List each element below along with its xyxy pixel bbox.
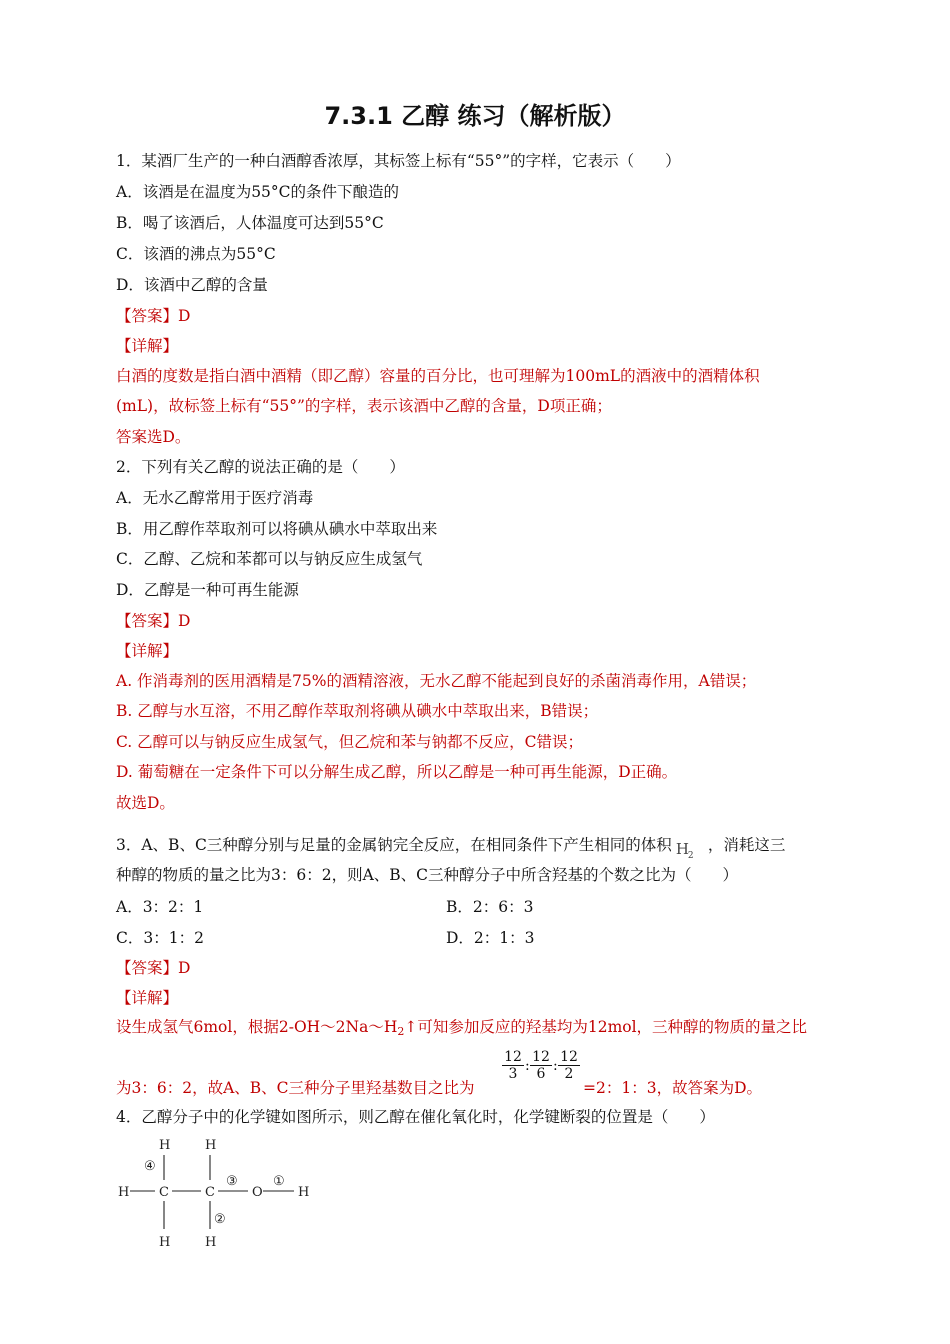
q2-explanation-line: A. 作消毒剂的医用酒精是75%的酒精溶液，无水乙醇不能起到良好的杀菌消毒作用，A错误； xyxy=(116,672,757,690)
q1-option-a: A．该酒是在温度为55°C的条件下酿造的 xyxy=(116,183,400,201)
answer-value: D xyxy=(178,307,191,325)
atom-c: C xyxy=(159,1185,169,1200)
bond-label-1: ① xyxy=(273,1174,285,1189)
ethanol-structure-diagram xyxy=(110,1132,330,1258)
fraction-numerator: 12 xyxy=(558,1049,580,1066)
q1-detail-label: 【详解】 xyxy=(116,337,179,355)
q1-explanation-line: 答案选D。 xyxy=(116,428,191,446)
q1-explanation-line: 白酒的度数是指白酒中酒精（即乙醇）容量的百分比，也可理解为100mL的酒液中的酒精体积 xyxy=(116,367,760,385)
h2-subscript: 2 xyxy=(687,851,694,861)
q3-explanation-line xyxy=(116,1016,807,1043)
q3-exp-text: ↑可知参加反应的羟基均为12mol，三种醇的物质的量之比 xyxy=(404,1018,808,1036)
bond-label-2: ② xyxy=(214,1212,226,1227)
atom-h: H xyxy=(118,1185,130,1200)
answer-label: 【答案】 xyxy=(116,959,179,977)
q3-answer xyxy=(116,957,190,979)
q3-option-c: C．3：1：2 xyxy=(116,929,204,947)
q2-detail-label: 【详解】 xyxy=(116,642,179,660)
q2-explanation-line: D. 葡萄糖在一定条件下可以分解生成乙醇，所以乙醇是一种可再生能源，D正确。 xyxy=(116,763,678,781)
atom-h: H xyxy=(298,1185,310,1200)
bond-label-4: ④ xyxy=(144,1159,156,1174)
answer-value: D xyxy=(178,612,191,630)
q1-answer xyxy=(116,305,190,327)
q2-option-b: B．用乙醇作萃取剂可以将碘从碘水中萃取出来 xyxy=(116,520,438,538)
ratio-colon: : xyxy=(525,1058,530,1074)
answer-label: 【答案】 xyxy=(116,307,179,325)
atom-c: C xyxy=(205,1185,215,1200)
q3-stem-text: 3．A、B、C三种醇分别与足量的金属钠完全反应，在相同条件下产生相同的体积 xyxy=(116,836,672,854)
q3-detail-label: 【详解】 xyxy=(116,989,179,1007)
q2-explanation-line: B. 乙醇与水互溶，不用乙醇作萃取剂将碘从碘水中萃取出来，B错误； xyxy=(116,702,599,720)
fraction xyxy=(502,1049,524,1082)
q1-stem: 1．某酒厂生产的一种白酒醇香浓厚，其标签上标有“55°”的字样，它表示（ ） xyxy=(116,152,681,170)
fraction-denominator: 3 xyxy=(508,1066,518,1082)
q3-stem-line1 xyxy=(116,834,786,861)
atom-h: H xyxy=(205,1235,217,1250)
q3-stem-line2: 种醇的物质的量之比为3：6：2，则A、B、C三种醇分子中所含羟基的个数之比为（ ） xyxy=(116,866,739,884)
answer-value: D xyxy=(178,959,191,977)
q3-stem-text: ，消耗这三 xyxy=(707,836,786,854)
fraction-numerator: 12 xyxy=(530,1049,552,1066)
q3-option-d: D．2：1：3 xyxy=(446,929,535,947)
q3-explanation-line: =2：1：3，故答案为D。 xyxy=(583,1079,762,1097)
q3-explanation-line: 为3：6：2，故A、B、C三种分子里羟基数目之比为 xyxy=(116,1079,475,1097)
page-title: 7.3.1 乙醇 练习（解析版） xyxy=(324,102,626,130)
atom-o: O xyxy=(252,1185,263,1200)
q2-option-a: A．无水乙醇常用于医疗消毒 xyxy=(116,489,314,507)
q2-option-c: C．乙醇、乙烷和苯都可以与钠反应生成氢气 xyxy=(116,550,423,568)
q3-option-a: A．3：2：1 xyxy=(116,898,204,916)
fraction xyxy=(530,1049,552,1082)
q2-explanation-line: 故选D。 xyxy=(116,794,175,812)
q3-exp-text: 设生成氢气6mol，根据2-OH～2Na～H xyxy=(116,1018,398,1036)
fraction xyxy=(558,1049,580,1082)
fraction-denominator: 6 xyxy=(536,1066,546,1082)
atom-h: H xyxy=(159,1235,171,1250)
q2-stem: 2．下列有关乙醇的说法正确的是（ ） xyxy=(116,458,405,476)
ratio-colon: : xyxy=(553,1058,558,1074)
q2-option-d: D．乙醇是一种可再生能源 xyxy=(116,581,299,599)
answer-label: 【答案】 xyxy=(116,612,179,630)
q4-stem: 4．乙醇分子中的化学键如图所示，则乙醇在催化氧化时，化学键断裂的位置是（ ） xyxy=(116,1108,715,1126)
bond-label-3: ③ xyxy=(226,1174,238,1189)
q2-explanation-line: C. 乙醇可以与钠反应生成氢气，但乙烷和苯与钠都不反应，C错误； xyxy=(116,733,584,751)
q1-explanation-line: (mL)，故标签上标有“55°”的字样，表示该酒中乙醇的含量，D项正确； xyxy=(116,397,612,415)
q1-option-d: D．该酒中乙醇的含量 xyxy=(116,276,268,294)
fraction-denominator: 2 xyxy=(564,1066,574,1082)
q1-option-c: C．该酒的沸点为55°C xyxy=(116,245,276,263)
atom-h: H xyxy=(159,1138,171,1153)
q2-answer xyxy=(116,610,190,632)
h2-symbol: H xyxy=(675,840,689,858)
atom-h: H xyxy=(205,1138,217,1153)
q1-option-b: B．喝了该酒后，人体温度可达到55°C xyxy=(116,214,384,232)
q3-exp-subscript: 2 xyxy=(397,1025,405,1038)
fraction-numerator: 12 xyxy=(502,1049,524,1066)
q3-option-b: B．2：6：3 xyxy=(446,898,534,916)
